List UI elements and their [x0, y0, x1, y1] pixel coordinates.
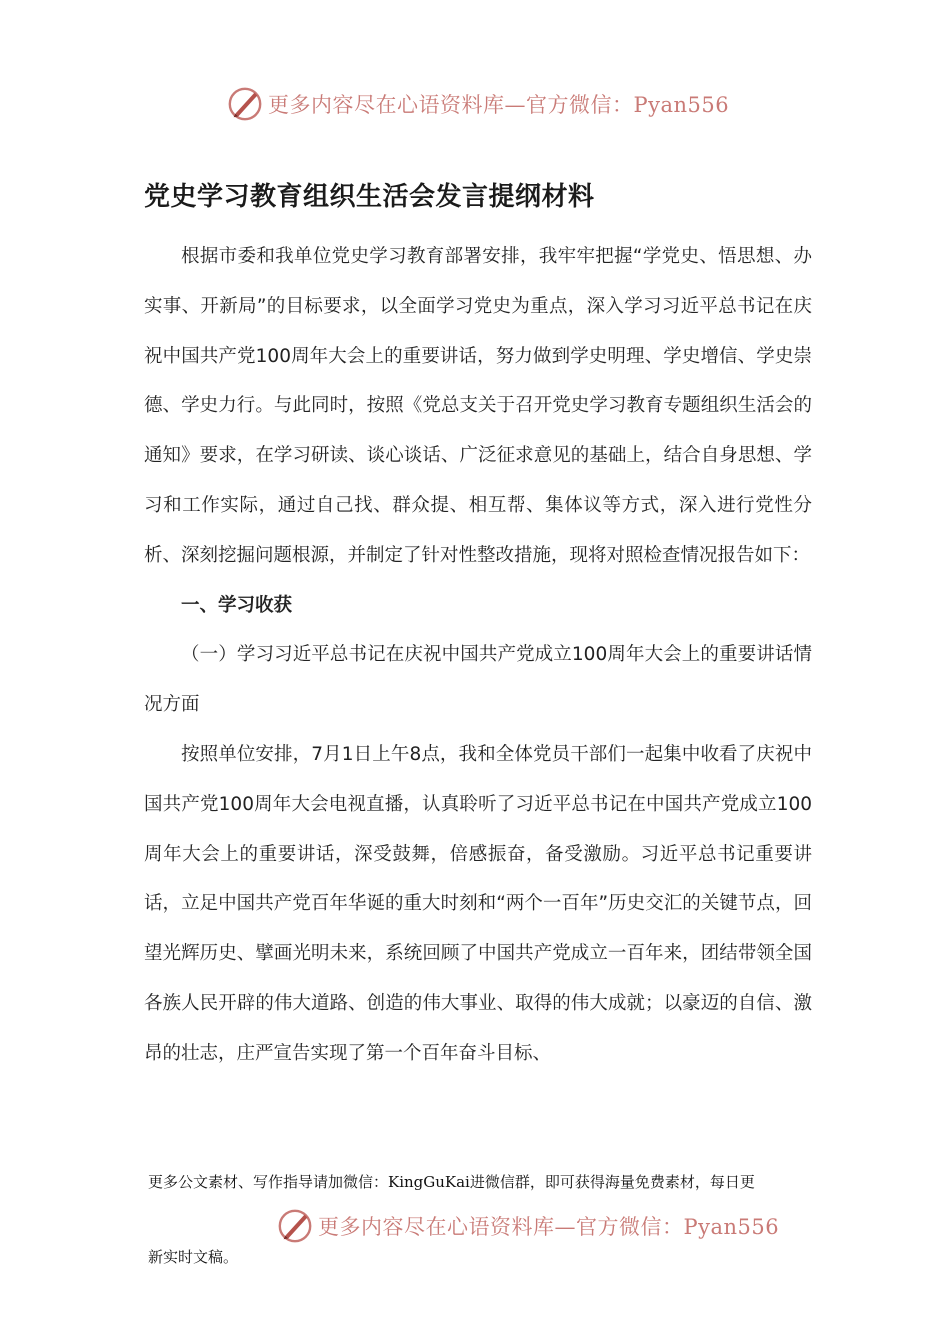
document-title: 党史学习教育组织生活会发言提纲材料: [144, 182, 595, 212]
paragraph-intro: 根据市委和我单位党史学习教育部署安排，我牢牢把握“学党史、悟思想、办实事、开新局”的目标要求，以全面学习党史为重点，深入学习习近平总书记在庆祝中国共产党100周年大会上的重要讲话，努力做到学史明理、学史增信、学史崇德、学史力行。与此同时，按照《党总支关于召开党史学习教育专题组织生活会的通知》要求，在学习研读、谈心谈话、广泛征求意见的基础上，结合自身思想、学习和工作实际，通过自己找、群众提、相互帮、集体议等方式，深入进行党性分析、深刻挖掘问题根源，并制定了针对性整改措施，现将对照检查情况报告如下：: [144, 246, 812, 566]
pen-logo-icon: [226, 85, 264, 123]
section-heading: 一、学习收获: [181, 594, 293, 616]
footer-note-tail: 新实时文稿。: [148, 1248, 239, 1266]
watermark-footer: [276, 1206, 779, 1246]
watermark-text: 更多内容尽在心语资料库—官方微信：Pyan556: [268, 93, 730, 117]
pen-logo-icon: [276, 1207, 314, 1245]
subsection-heading: （一）学习习近平总书记在庆祝中国共产党成立100周年大会上的重要讲话情况方面: [144, 644, 812, 716]
paragraph-body: 按照单位安排，7月1日上午8点，我和全体党员干部们一起集中收看了庆祝中国共产党100周年大会电视直播，认真聆听了习近平总书记在中国共产党成立100周年大会上的重要讲话，深受鼓舞，倍感振奋，备受激励。习近平总书记重要讲话，立足中国共产党百年华诞的重大时刻和“两个一百年”历史交汇的关键节点，回望光辉历史、擘画光明未来，系统回顾了中国共产党成立一百年来，团结带领全国各族人民开辟的伟大道路、创造的伟大事业、取得的伟大成就；以豪迈的自信、激昂的壮志，庄严宣告实现了第一个百年奋斗目标、: [144, 743, 812, 1064]
watermark-brand: Pyan556: [683, 1215, 780, 1239]
document-body: [144, 232, 812, 1079]
watermark-brand: Pyan556: [633, 93, 730, 117]
watermark-header: [226, 84, 729, 124]
footer-note: 更多公文素材、写作指导请加微信：KingGuKai进微信群，即可获得海量免费素材，每日更: [148, 1173, 755, 1191]
watermark-text: 更多内容尽在心语资料库—官方微信：Pyan556: [318, 1215, 780, 1239]
